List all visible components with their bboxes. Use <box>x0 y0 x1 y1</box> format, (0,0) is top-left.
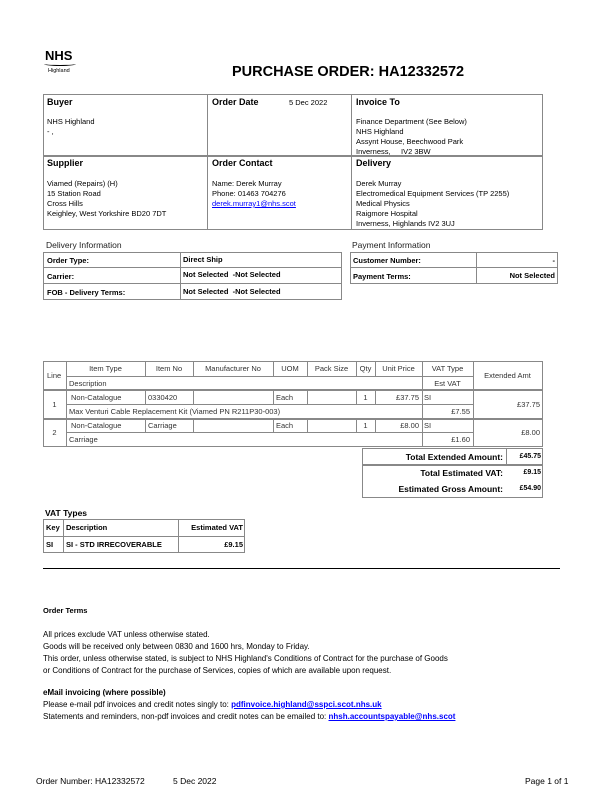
footer-order-number: Order Number: HA12332572 <box>36 776 145 786</box>
carrier-label: Carrier: <box>47 272 75 281</box>
order-date-heading: Order Date <box>212 97 259 107</box>
contact-email-link[interactable]: derek.murray1@nhs.scot <box>212 199 296 208</box>
line-number: 2 <box>52 428 57 437</box>
invoice-to-address <box>356 117 467 157</box>
supplier-heading: Supplier <box>47 158 84 168</box>
item-no: 0330420 <box>148 393 178 402</box>
unit-price: £8.00 <box>400 421 419 430</box>
order-terms-text <box>43 629 448 677</box>
total-extended-label: Total Extended Amount: <box>405 452 503 462</box>
logo-region: Highland <box>48 68 70 74</box>
vat-estimated-header: Estimated VAT <box>191 523 243 532</box>
supplier-address <box>47 179 166 219</box>
col-vat-type: VAT Type <box>431 364 464 373</box>
customer-number-value: - <box>552 256 555 265</box>
line-number: 1 <box>52 400 57 409</box>
col-unit-price: Unit Price <box>382 364 415 373</box>
est-vat: £1.60 <box>451 435 470 444</box>
buyer-address <box>47 117 95 137</box>
total-extended-value: £45.75 <box>519 453 541 460</box>
total-vat-value: £9.15 <box>523 469 541 476</box>
einvoice-line-2 <box>43 712 455 721</box>
extended-amt: £37.75 <box>517 400 540 409</box>
order-contact-heading: Order Contact <box>212 158 273 168</box>
vat-description: SI - STD IRRECOVERABLE <box>66 540 162 549</box>
col-manufacturer-no: Manufacturer No <box>205 364 261 373</box>
order-date-value: 5 Dec 2022 <box>289 98 328 107</box>
delivery-line: Inverness, Highlands IV2 3UJ <box>356 219 455 228</box>
invoice-line: Assynt House, Beechwood Park <box>356 137 464 146</box>
invoice-line: NHS Highland <box>356 127 404 136</box>
fob-value: Not Selected -Not Selected <box>183 287 281 296</box>
payment-info-heading: Payment Information <box>352 240 431 250</box>
terms-line: or Conditions of Contract for the purchase of Services, copies of which are available upon request. <box>43 666 392 675</box>
extended-amt: £8.00 <box>521 428 540 437</box>
buyer-line: - , <box>47 127 54 136</box>
vat-estimated: £9.15 <box>224 540 243 549</box>
col-line: Line <box>47 371 62 380</box>
vat-key: SI <box>46 540 54 549</box>
divider <box>43 568 560 569</box>
col-pack-size: Pack Size <box>314 364 349 373</box>
buyer-line: NHS Highland <box>47 117 95 126</box>
footer-date: 5 Dec 2022 <box>173 776 217 786</box>
terms-line: This order, unless otherwise stated, is subject to NHS Highland's Conditions of Contract for the purchase of Goods <box>43 654 448 663</box>
customer-number-label: Customer Number: <box>353 256 421 265</box>
fob-label: FOB - Delivery Terms: <box>47 288 126 297</box>
total-vat-label: Total Estimated VAT: <box>420 468 503 478</box>
invoice-to-heading: Invoice To <box>356 97 400 107</box>
col-uom: UOM <box>281 364 299 373</box>
col-qty: Qty <box>359 364 372 373</box>
col-item-no: Item No <box>155 364 183 373</box>
supplier-line: 15 Station Road <box>47 189 101 198</box>
delivery-line: Medical Physics <box>356 199 410 208</box>
nhs-logo: NHS <box>45 48 73 63</box>
buyer-heading: Buyer <box>47 97 73 107</box>
invoice-line: Inverness, IV2 3BW <box>356 147 431 156</box>
col-item-type: Item Type <box>89 364 122 373</box>
order-contact <box>212 179 296 209</box>
item-no: Carriage <box>148 421 177 430</box>
supplier-line: Viamed (Repairs) (H) <box>47 179 118 188</box>
description: Max Venturi Cable Replacement Kit (Viamed PN R211P30-003) <box>69 407 281 416</box>
uom: Each <box>276 393 294 402</box>
invoice-line: Finance Department (See Below) <box>356 117 467 126</box>
description: Carriage <box>69 435 98 444</box>
item-type: Non-Catalogue <box>71 421 122 430</box>
einvoice-heading: eMail invoicing (where possible) <box>43 688 166 697</box>
item-type: Non-Catalogue <box>71 393 122 402</box>
supplier-line: Keighley, West Yorkshire BD20 7DT <box>47 209 167 218</box>
vat-types-heading: VAT Types <box>45 508 88 518</box>
uom: Each <box>276 421 294 430</box>
accounts-payable-email-link[interactable]: nhsh.accountspayable@nhs.scot <box>328 712 456 721</box>
footer-page: Page 1 of 1 <box>525 776 569 786</box>
contact-name: Name: Derek Murray <box>212 179 282 188</box>
logo-swoosh <box>44 62 76 66</box>
vat-type: SI <box>424 421 432 430</box>
delivery-line: Derek Murray <box>356 179 402 188</box>
contact-phone: Phone: 01463 704276 <box>212 189 286 198</box>
col-description: Description <box>69 379 107 388</box>
delivery-info-heading: Delivery Information <box>46 240 122 250</box>
delivery-address <box>356 179 509 229</box>
einvoice-text: Please e-mail pdf invoices and credit notes singly to: <box>43 700 232 709</box>
payment-terms-value: Not Selected <box>509 271 555 280</box>
einvoice-text: Statements and reminders, non-pdf invoices and credit notes can be emailed to: <box>43 712 329 721</box>
supplier-line: Cross Hills <box>47 199 83 208</box>
col-est-vat: Est VAT <box>434 379 461 388</box>
delivery-line: Raigmore Hospital <box>356 209 418 218</box>
vat-description-header: Description <box>66 523 108 532</box>
vat-key-header: Key <box>46 523 60 532</box>
order-type-label: Order Type: <box>47 256 89 265</box>
einvoice-line-1 <box>43 700 382 709</box>
unit-price: £37.75 <box>396 393 419 402</box>
gross-amount-label: Estimated Gross Amount: <box>398 484 503 494</box>
page-title: PURCHASE ORDER: HA12332572 <box>232 64 465 80</box>
est-vat: £7.55 <box>451 407 470 416</box>
qty: 1 <box>363 393 368 402</box>
delivery-heading: Delivery <box>356 158 392 168</box>
order-terms-heading: Order Terms <box>43 606 88 615</box>
gross-amount-value: £54.90 <box>519 485 541 492</box>
terms-line: Goods will be received only between 0830 and 1600 hrs, Monday to Friday. <box>43 642 310 651</box>
qty: 1 <box>363 421 368 430</box>
vat-type: SI <box>424 393 432 402</box>
order-type-value: Direct Ship <box>183 255 223 264</box>
payment-terms-label: Payment Terms: <box>353 272 411 281</box>
col-extended-amt: Extended Amt <box>484 371 531 380</box>
terms-line: All prices exclude VAT unless otherwise stated. <box>43 630 210 639</box>
delivery-line: Electromedical Equipment Services (TP 2255) <box>356 189 510 198</box>
carrier-value: Not Selected -Not Selected <box>183 270 281 279</box>
pdf-invoice-email-link[interactable]: pdfinvoice.highland@sspci.scot.nhs.uk <box>231 700 382 709</box>
